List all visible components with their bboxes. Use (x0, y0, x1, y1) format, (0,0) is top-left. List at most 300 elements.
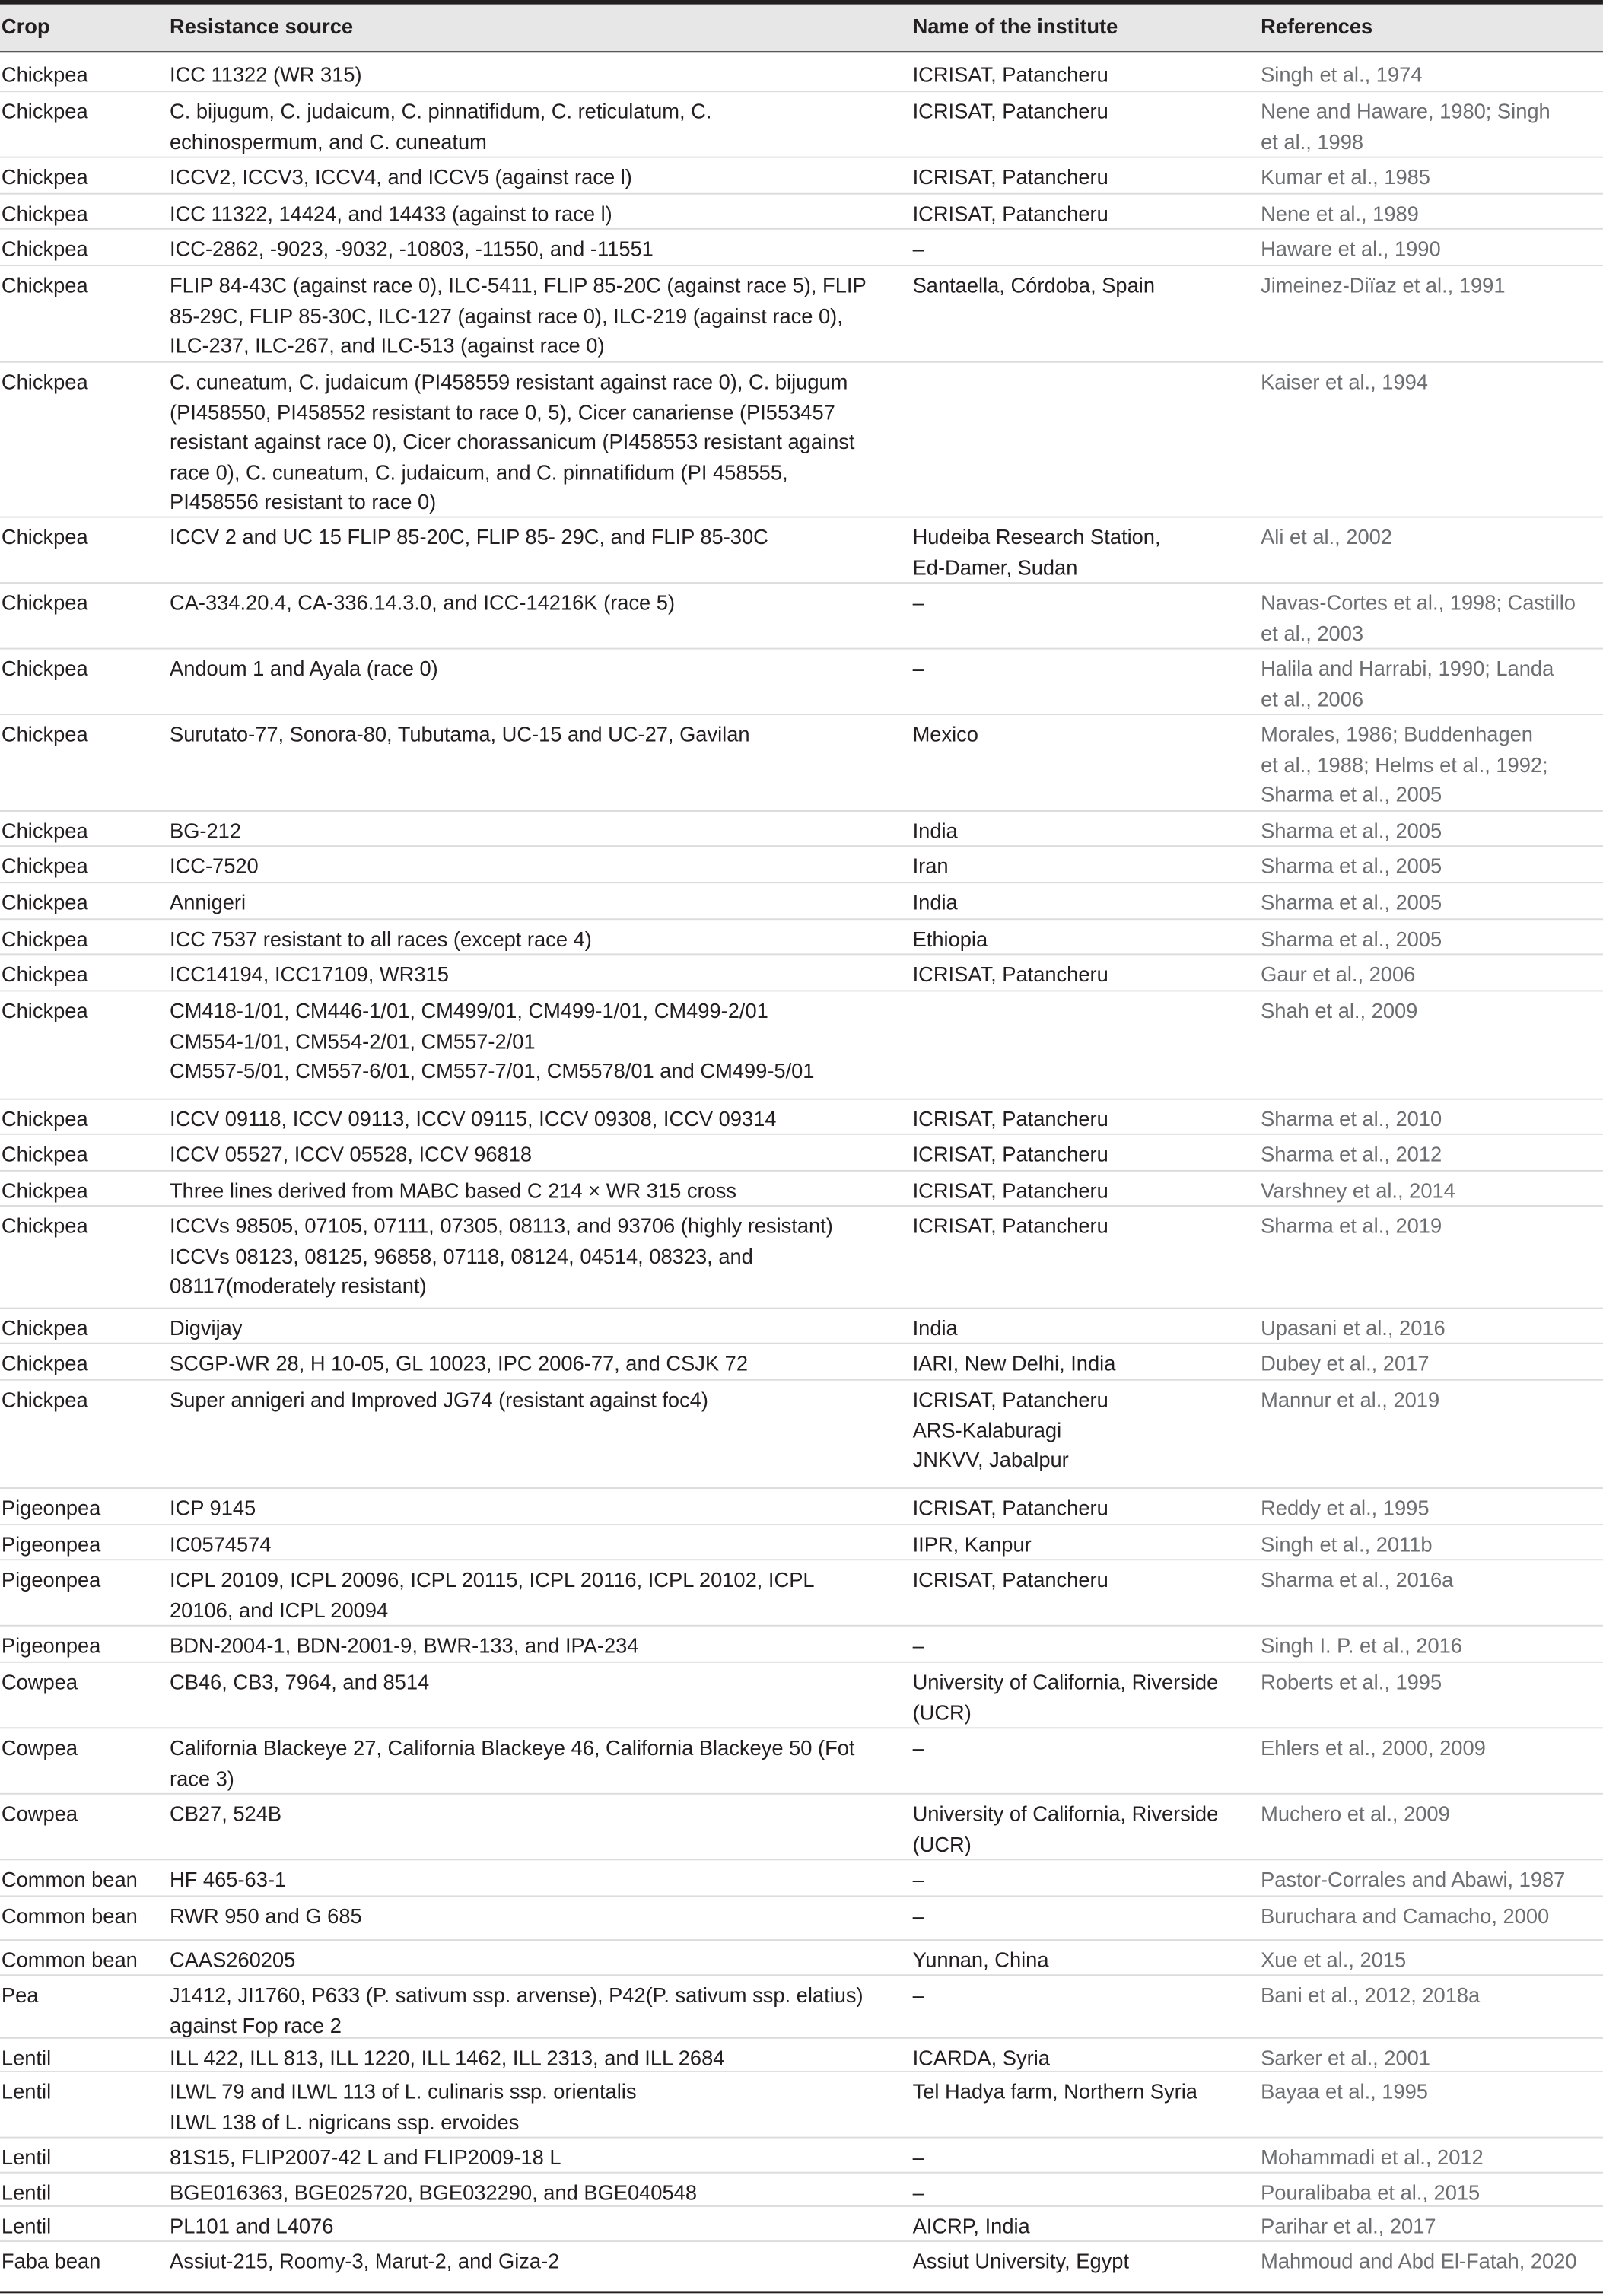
references-cell-line: Muchero et al., 2009 (1261, 1803, 1450, 1827)
resistance-source-cell-line: HF 465-63-1 (169, 1868, 287, 1893)
header-resistance-source: Resistance source (169, 16, 354, 40)
resistance-source-cell-line: race 0), C. cuneatum, C. judaicum, and C. pinnatifidum (PI 458555, (169, 461, 788, 485)
references-cell (1261, 164, 1600, 193)
institute-cell (913, 2045, 1249, 2075)
institute-cell (913, 1315, 1249, 1344)
references-cell (1261, 1140, 1600, 1170)
references-cell (1261, 1668, 1600, 1698)
resistance-source-cell-line: CB46, CB3, 7964, and 8514 (169, 1671, 430, 1696)
institute-cell (913, 236, 1249, 266)
references-cell (1261, 1800, 1600, 1830)
resistance-source-cell (170, 889, 892, 919)
references-cell-line: Pastor-Corrales and Abawi, 1987 (1261, 1868, 1566, 1893)
crop-cell: Cowpea (1, 1803, 78, 1827)
institute-cell-line: ICRISAT, Patancheru (912, 1389, 1108, 1414)
institute-cell-line: (UCR) (912, 1833, 972, 1857)
table-row (0, 1728, 1603, 1795)
references-cell (1261, 997, 1600, 1027)
crop-cell: Chickpea (1, 64, 88, 88)
crop-cell: Chickpea (1, 855, 88, 879)
references-cell-line: Sharma et al., 2005 (1261, 855, 1442, 879)
references-cell-line: Kaiser et al., 1994 (1261, 371, 1428, 396)
references-cell-line: Kumar et al., 1985 (1261, 167, 1430, 190)
institute-cell-line: Assiut University, Egypt (912, 2250, 1130, 2275)
crop-cell: Chickpea (1, 820, 88, 844)
resistance-source-cell (170, 2045, 892, 2075)
references-cell (1261, 2144, 1600, 2174)
references-cell (1261, 1982, 1600, 2011)
crop-cell: Pigeonpea (1, 1569, 101, 1593)
resistance-source-cell (170, 2213, 892, 2243)
crop-cell: Chickpea (1, 1353, 88, 1376)
resistance-source-cell (170, 1866, 892, 1896)
table-row (0, 1976, 1603, 2039)
resistance-source-cell-line: ILC-237, ILC-267, and ILC-513 (against race 0) (169, 335, 605, 358)
crop-cell: Chickpea (1, 1180, 88, 1204)
crop-cell: Cowpea (1, 1671, 78, 1696)
references-cell-line: Jimeinez-Diïaz et al., 1991 (1261, 275, 1506, 299)
institute-cell-line: ICRISAT, Patancheru (912, 203, 1108, 227)
references-cell-line: Sharma et al., 2005 (1261, 820, 1442, 844)
resistance-source-cell-line: CAAS260205 (169, 1949, 296, 1973)
header-institute: Name of the institute (912, 16, 1118, 40)
institute-cell (913, 272, 1249, 302)
resistance-source-cell (170, 1531, 892, 1561)
resistance-source-cell (170, 1105, 892, 1135)
institute-cell (913, 1566, 1249, 1596)
resistance-source-cell-line: ICC14194, ICC17109, WR315 (169, 963, 449, 987)
table-row (0, 1172, 1603, 1207)
resistance-source-cell-line: race 3) (169, 1767, 234, 1791)
table-row (0, 363, 1603, 518)
crop-cell: Pea (1, 1984, 39, 2008)
references-cell (1261, 1213, 1600, 1242)
institute-cell-line: Ed-Damer, Sudan (912, 556, 1078, 580)
crop-cell: Chickpea (1, 892, 88, 916)
resistance-source-cell-line: ICCV 05527, ICCV 05528, ICCV 96818 (169, 1143, 533, 1168)
references-cell (1261, 272, 1600, 302)
references-cell (1261, 1566, 1600, 1596)
table-row (0, 1860, 1603, 1897)
table-row (0, 2072, 1603, 2139)
resistance-source-cell (170, 164, 892, 193)
institute-cell (913, 62, 1249, 91)
references-cell-line: et al., 2006 (1261, 688, 1364, 712)
references-cell (1261, 1350, 1600, 1379)
crop-cell: Lentil (1, 2081, 52, 2105)
crop-cell: Chickpea (1, 723, 88, 748)
resistance-source-cell (170, 1632, 892, 1662)
crop-cell: Common bean (1, 1905, 138, 1929)
table-row (0, 92, 1603, 158)
institute-cell-line: ICRISAT, Patancheru (912, 1497, 1108, 1522)
resistance-source-cell-line: (PI458550, PI458552 resistant to race 0, 5), Cicer canariense (PI553457 (169, 401, 835, 425)
institute-cell-line: ICRISAT, Patancheru (912, 963, 1108, 987)
resistance-source-cell-line: resistant against race 0), Cicer chorassanicum (PI458553 resistant against (169, 431, 855, 455)
resistance-source-cell-line: 85-29C, FLIP 85-30C, ILC-127 (against race 0), ILC-219 (against race 0), (169, 304, 843, 329)
references-cell-line: Haware et al., 1990 (1261, 238, 1441, 262)
resistance-source-cell (170, 272, 892, 362)
table-row (0, 195, 1603, 230)
institute-cell-line: ICRISAT, Patancheru (912, 100, 1108, 125)
resistance-source-cell-line: CM418-1/01, CM446-1/01, CM499/01, CM499-1/01, CM499-2/01 (169, 1000, 768, 1024)
institute-cell (913, 961, 1249, 991)
resistance-source-cell (170, 961, 892, 991)
resistance-source-cell-line: ICCV 2 and UC 15 FLIP 85-20C, FLIP 85- 29C, and FLIP 85-30C (169, 526, 768, 550)
references-cell-line: Mannur et al., 2019 (1261, 1389, 1440, 1414)
table-row (0, 1795, 1603, 1861)
resistance-source-cell (170, 721, 892, 751)
institute-cell (913, 200, 1249, 230)
table-row (0, 1663, 1603, 1729)
resistance-source-cell (170, 1213, 892, 1302)
references-cell (1261, 2179, 1600, 2209)
resistance-source-cell-line: ICCVs 98505, 07105, 07111, 07305, 08113, and 93706 (highly resistant) (169, 1215, 833, 1239)
resistance-source-cell (170, 1982, 892, 2042)
crop-cell: Chickpea (1, 928, 88, 952)
crop-cell: Chickpea (1, 1318, 88, 1341)
institute-cell (913, 2144, 1249, 2174)
references-cell-line: Ali et al., 2002 (1261, 526, 1392, 550)
references-cell-line: Sharma et al., 2005 (1261, 892, 1442, 916)
institute-cell (913, 1947, 1249, 1976)
institute-cell-line: JNKVV, Jabalpur (912, 1449, 1069, 1473)
references-cell-line: Mahmoud and Abd El-Fatah, 2020 (1261, 2250, 1577, 2275)
resistance-source-cell (170, 590, 892, 619)
references-cell (1261, 926, 1600, 956)
institute-cell (913, 1531, 1249, 1561)
references-cell (1261, 961, 1600, 991)
references-cell-line: Morales, 1986; Buddenhagen (1261, 723, 1533, 748)
institute-cell (913, 853, 1249, 882)
resistance-source-cell-line: J1412, JI1760, P633 (P. sativum ssp. arvense), P42(P. sativum ssp. elatius) (169, 1984, 864, 2008)
crop-cell: Chickpea (1, 371, 88, 396)
resistance-source-cell (170, 98, 892, 158)
institute-cell-line: ICRISAT, Patancheru (912, 1108, 1108, 1132)
resistance-source-cell-line: Annigeri (169, 892, 246, 916)
resistance-source-cell-line: ILL 422, ILL 813, ILL 1220, ILL 1462, ILL 2313, and ILL 2684 (169, 2047, 725, 2072)
institute-cell-line: ICRISAT, Patancheru (912, 64, 1108, 88)
resistance-source-cell (170, 1903, 892, 1932)
resistance-source-cell-line: CM557-5/01, CM557-6/01, CM557-7/01, CM5578/01 and CM499-5/01 (169, 1060, 815, 1084)
references-cell (1261, 853, 1600, 882)
institute-cell (913, 2213, 1249, 2243)
resistance-source-cell-line: PI458556 resistant to race 0) (169, 491, 437, 515)
references-cell-line: Pouralibaba et al., 2015 (1261, 2182, 1481, 2205)
resistance-source-cell-line: C. cuneatum, C. judaicum (PI458559 resistant against race 0), C. bijugum (169, 371, 848, 396)
crop-cell: Chickpea (1, 592, 88, 616)
references-cell-line: Nene et al., 1989 (1261, 203, 1419, 227)
resistance-source-cell-line: CB27, 524B (169, 1803, 282, 1827)
references-cell-line: Mohammadi et al., 2012 (1261, 2147, 1484, 2170)
references-cell-line: Halila and Harrabi, 1990; Landa (1261, 658, 1554, 682)
references-cell-line: Sharma et al., 2005 (1261, 928, 1442, 952)
institute-cell-line: Mexico (912, 723, 978, 748)
resistance-source-cell-line: Super annigeri and Improved JG74 (resistant against foc4) (169, 1389, 709, 1414)
resistance-source-cell-line: Assiut-215, Roomy-3, Marut-2, and Giza-2 (169, 2250, 560, 2275)
references-cell (1261, 1495, 1600, 1525)
resistance-source-cell-line: Digvijay (169, 1318, 243, 1341)
resistance-source-cell (170, 62, 892, 91)
table-row (0, 1627, 1603, 1663)
references-cell (1261, 655, 1600, 715)
institute-cell (913, 721, 1249, 751)
table-row (0, 812, 1603, 847)
institute-cell (913, 2248, 1249, 2278)
references-cell (1261, 1632, 1600, 1662)
resistance-source-cell (170, 523, 892, 553)
table-row (0, 1525, 1603, 1560)
resistance-source-cell (170, 853, 892, 882)
resistance-source-cell-line: CM554-1/01, CM554-2/01, CM557-2/01 (169, 1030, 536, 1054)
institute-cell-line: ARS-Kalaburagi (912, 1419, 1062, 1443)
table-row (0, 266, 1603, 363)
references-cell (1261, 98, 1600, 158)
resistance-source-cell (170, 200, 892, 230)
institute-cell-line: India (912, 892, 958, 916)
references-cell-line: Ehlers et al., 2000, 2009 (1261, 1737, 1486, 1761)
resistance-source-cell (170, 1386, 892, 1416)
resistance-source-cell (170, 655, 892, 685)
crop-cell: Pigeonpea (1, 1534, 101, 1558)
resistance-source-cell (170, 2144, 892, 2174)
crop-cell: Chickpea (1, 203, 88, 227)
institute-cell (913, 1735, 1249, 1764)
header-crop: Crop (1, 16, 50, 40)
references-cell (1261, 2078, 1600, 2108)
institute-cell-line: – (912, 1984, 924, 2008)
institute-cell (913, 1668, 1249, 1728)
references-cell-line: Xue et al., 2015 (1261, 1949, 1407, 1973)
institute-cell (913, 1495, 1249, 1525)
references-cell (1261, 1903, 1600, 1932)
resistance-source-cell (170, 2078, 892, 2139)
table-row (0, 158, 1603, 195)
institute-cell (913, 889, 1249, 919)
resistance-source-cell (170, 1668, 892, 1698)
institute-cell-line: ICARDA, Syria (912, 2047, 1050, 2072)
references-cell-line: Sharma et al., 2012 (1261, 1143, 1442, 1168)
resistance-source-cell (170, 1735, 892, 1795)
institute-cell-line: IARI, New Delhi, India (912, 1353, 1116, 1376)
crop-cell: Lentil (1, 2215, 52, 2240)
crop-cell: Chickpea (1, 1215, 88, 1239)
institute-cell (913, 1903, 1249, 1932)
institute-cell (913, 523, 1249, 584)
references-cell (1261, 1105, 1600, 1135)
institute-cell (913, 655, 1249, 685)
references-cell (1261, 1315, 1600, 1344)
header-references: References (1261, 16, 1373, 40)
references-cell (1261, 590, 1600, 650)
resistance-source-cell-line: ILWL 79 and ILWL 113 of L. culinaris ssp. orientalis (169, 2081, 637, 2105)
table-row (0, 1309, 1603, 1344)
resistance-source-cell-line: PL101 and L4076 (169, 2215, 334, 2240)
table-row (0, 518, 1603, 584)
resistance-source-cell (170, 1140, 892, 1170)
resistance-source-cell (170, 818, 892, 847)
references-cell (1261, 1735, 1600, 1764)
table-row (0, 847, 1603, 883)
resistance-source-cell (170, 1350, 892, 1379)
crop-cell: Chickpea (1, 275, 88, 299)
references-cell (1261, 818, 1600, 847)
crop-cell: Chickpea (1, 167, 88, 190)
institute-cell-line: AICRP, India (912, 2215, 1030, 2240)
resistance-source-cell (170, 368, 892, 518)
resistance-source-cell-line: BG-212 (169, 820, 242, 844)
references-cell-line: Navas-Cortes et al., 1998; Castillo (1261, 592, 1576, 616)
institute-cell (913, 1386, 1249, 1476)
crop-cell: Chickpea (1, 526, 88, 550)
institute-cell-line: Iran (912, 855, 949, 879)
resistance-source-cell-line: ILWL 138 of L. nigricans ssp. ervoides (169, 2110, 520, 2135)
institute-cell (913, 590, 1249, 619)
crop-cell: Common bean (1, 1868, 138, 1893)
table-row (0, 883, 1603, 920)
institute-cell (913, 1632, 1249, 1662)
resistance-source-cell-line: 81S15, FLIP2007-42 L and FLIP2009-18 L (169, 2147, 561, 2170)
resistance-source-cell-line: 08117(moderately resistant) (169, 1275, 427, 1299)
crop-cell: Chickpea (1, 100, 88, 125)
resistance-source-cell (170, 2179, 892, 2209)
table-row (0, 2174, 1603, 2207)
references-cell (1261, 236, 1600, 266)
table-row (0, 584, 1603, 650)
crop-cell: Pigeonpea (1, 1497, 101, 1522)
resistance-source-cell-line: against Fop race 2 (169, 2015, 342, 2038)
institute-cell (913, 2179, 1249, 2209)
institute-cell-line: IIPR, Kanpur (912, 1534, 1032, 1558)
table-header (0, 5, 1603, 52)
references-cell (1261, 368, 1600, 398)
institute-cell-line: University of California, Riverside (912, 1671, 1219, 1696)
table-row (0, 1344, 1603, 1381)
table-row (0, 715, 1603, 812)
references-cell-line: et al., 1988; Helms et al., 1992; (1261, 753, 1548, 778)
table-row (0, 1560, 1603, 1627)
institute-cell-line: Yunnan, China (912, 1949, 1049, 1973)
resistance-source-cell-line: ICPL 20109, ICPL 20096, ICPL 20115, ICPL 20116, ICPL 20102, ICPL (169, 1569, 815, 1593)
crop-cell: Pigeonpea (1, 1635, 101, 1659)
table-row (0, 1897, 1603, 1941)
references-cell-line: Upasani et al., 2016 (1261, 1318, 1446, 1341)
resistance-source-cell-line: C. bijugum, C. judaicum, C. pinnatifidum, C. reticulatum, C. (169, 100, 712, 125)
resistance-source-cell-line: ICC-7520 (169, 855, 259, 879)
table-row (0, 1135, 1603, 1172)
resistance-source-cell-line: ICCVs 08123, 08125, 96858, 07118, 08124, 04514, 08323, and (169, 1245, 753, 1269)
references-cell (1261, 1947, 1600, 1976)
institute-cell-line: – (912, 1905, 924, 1929)
resistance-source-cell-line: ICC-2862, -9023, -9032, -10803, -11550, and -11551 (169, 238, 654, 262)
institute-cell-line: – (912, 2182, 924, 2205)
crop-cell: Chickpea (1, 1108, 88, 1132)
table-row (0, 1100, 1603, 1135)
institute-cell (913, 1213, 1249, 1242)
table-row (0, 920, 1603, 955)
resistance-source-cell-line: ICC 11322 (WR 315) (169, 64, 362, 88)
references-cell-line: Buruchara and Camacho, 2000 (1261, 1905, 1550, 1929)
institute-cell-line: – (912, 1868, 924, 1893)
institute-cell (913, 98, 1249, 128)
table-row (0, 650, 1603, 716)
institute-cell (913, 1866, 1249, 1896)
references-cell-line: Bani et al., 2012, 2018a (1261, 1984, 1481, 2008)
table-row (0, 991, 1603, 1099)
institute-cell (913, 926, 1249, 956)
resistance-source-cell-line: FLIP 84-43C (against race 0), ILC-5411, FLIP 85-20C (against race 5), FLIP (169, 275, 867, 299)
references-cell (1261, 200, 1600, 230)
references-cell (1261, 2213, 1600, 2243)
references-cell-line: Gaur et al., 2006 (1261, 963, 1416, 987)
institute-cell-line: India (912, 1318, 958, 1341)
resistance-source-cell (170, 2248, 892, 2278)
references-cell-line: Shah et al., 2009 (1261, 1000, 1418, 1024)
resistance-source-cell-line: Surutato-77, Sonora-80, Tubutama, UC-15 and UC-27, Gavilan (169, 723, 750, 748)
crop-cell: Common bean (1, 1949, 138, 1973)
institute-cell (913, 1178, 1249, 1207)
crop-cell: Lentil (1, 2182, 52, 2205)
institute-cell-line: University of California, Riverside (912, 1803, 1219, 1827)
resistance-source-cell-line: Three lines derived from MABC based C 214 × WR 315 cross (169, 1180, 737, 1204)
references-cell-line: Sarker et al., 2001 (1261, 2047, 1430, 2072)
crop-cell: Chickpea (1, 1389, 88, 1414)
references-cell-line: Singh et al., 2011b (1261, 1534, 1433, 1558)
resistance-source-cell (170, 1495, 892, 1525)
institute-cell-line: Hudeiba Research Station, (912, 526, 1161, 550)
crop-cell: Cowpea (1, 1737, 78, 1761)
resistance-source-cell-line: ICC 7537 resistant to all races (except race 4) (169, 928, 592, 952)
crop-cell: Chickpea (1, 238, 88, 262)
institute-cell-line: – (912, 1635, 924, 1659)
references-cell (1261, 2248, 1600, 2278)
institute-cell-line: – (912, 238, 924, 262)
institute-cell (913, 1105, 1249, 1135)
resistance-source-cell (170, 997, 892, 1087)
resistance-source-cell-line: BDN-2004-1, BDN-2001-9, BWR-133, and IPA-234 (169, 1635, 639, 1659)
institute-cell-line: Ethiopia (912, 928, 988, 952)
resistance-source-cell (170, 926, 892, 956)
references-cell-line: Nene and Haware, 1980; Singh (1261, 100, 1551, 125)
institute-cell-line: ICRISAT, Patancheru (912, 1569, 1108, 1593)
crop-cell: Lentil (1, 2147, 52, 2170)
resistance-source-cell-line: ICCV2, ICCV3, ICCV4, and ICCV5 (against race l) (169, 167, 632, 190)
table-row (0, 2207, 1603, 2242)
institute-cell-line: – (912, 592, 924, 616)
table-row (0, 1207, 1603, 1309)
institute-cell-line: India (912, 820, 958, 844)
references-cell-line: Sharma et al., 2010 (1261, 1108, 1442, 1132)
crop-cell: Chickpea (1, 658, 88, 682)
references-cell-line: et al., 2003 (1261, 622, 1364, 646)
references-cell-line: Roberts et al., 1995 (1261, 1671, 1442, 1696)
resistance-source-cell (170, 236, 892, 266)
references-cell-line: Varshney et al., 2014 (1261, 1180, 1455, 1204)
institute-cell-line: Santaella, Córdoba, Spain (912, 275, 1156, 299)
table-row (0, 2242, 1603, 2293)
references-cell-line: Sharma et al., 2016a (1261, 1569, 1454, 1593)
references-cell-line: Singh I. P. et al., 2016 (1261, 1635, 1462, 1659)
references-cell-line: Reddy et al., 1995 (1261, 1497, 1430, 1522)
references-cell (1261, 721, 1600, 811)
resistance-source-cell-line: BGE016363, BGE025720, BGE032290, and BGE040548 (169, 2182, 697, 2205)
references-cell (1261, 2045, 1600, 2075)
institute-cell-line: ICRISAT, Patancheru (912, 167, 1108, 190)
institute-cell (913, 164, 1249, 193)
institute-cell (913, 1800, 1249, 1860)
institute-cell (913, 1350, 1249, 1379)
resistance-source-cell (170, 1566, 892, 1627)
